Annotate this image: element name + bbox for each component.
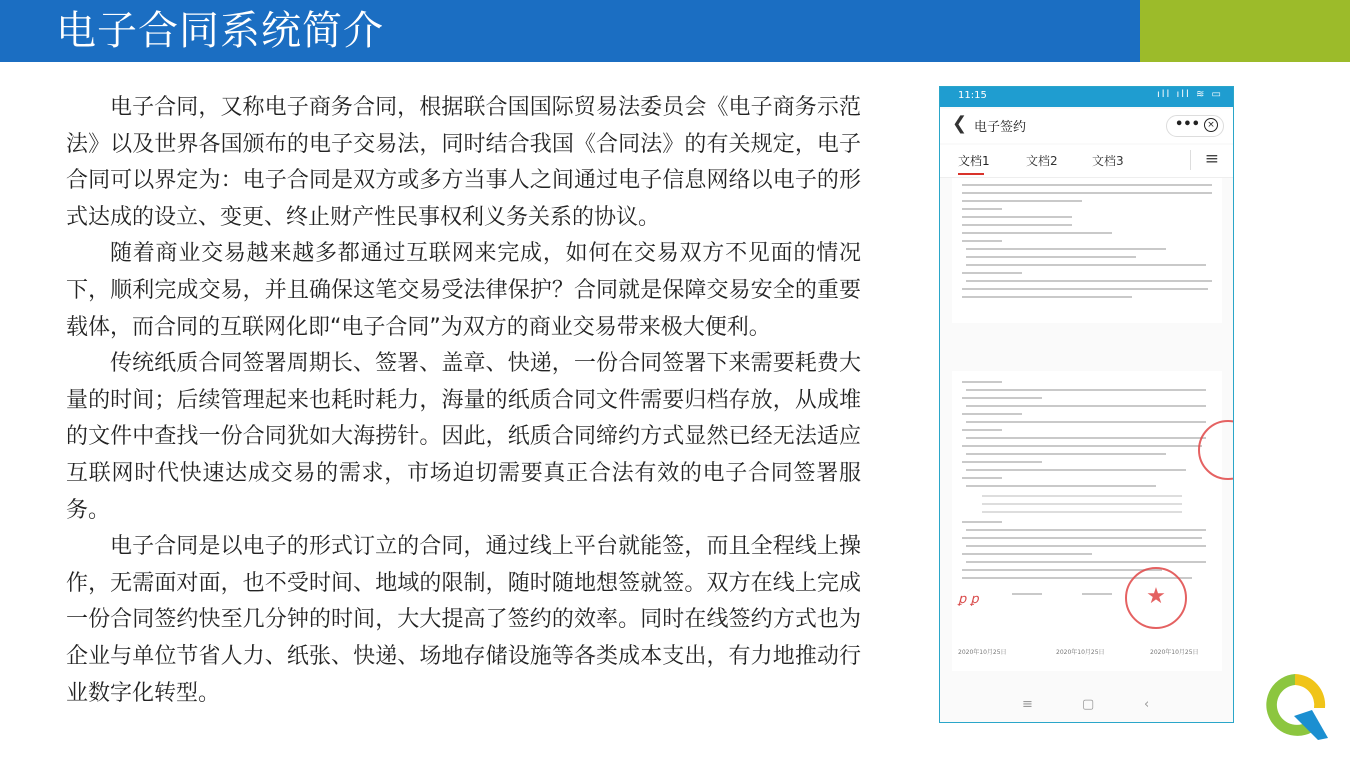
tab-document-1[interactable]: 文档1 xyxy=(958,154,990,168)
nav-title: 电子签约 xyxy=(974,120,1027,135)
active-tab-indicator xyxy=(958,173,984,175)
menu-capsule xyxy=(1166,115,1224,137)
hamburger-menu-icon[interactable]: ≡ xyxy=(1204,149,1219,169)
back-icon[interactable]: ❮ xyxy=(952,113,968,134)
paragraph-1: 电子合同，又称电子商务合同，根据联合国国际贸易法委员会《电子商务示范法》以及世界各国颁布的电子交易法，同时结合我国《合同法》的有关规定，电子合同可以界定为：电子合同是双方或多方当事人之间通过电子信息网络以电子的形式达成的设立、变更、终止财产性民事权利义务关系的协议。 xyxy=(66,95,861,230)
tab-divider xyxy=(1190,150,1191,170)
tab-document-3[interactable]: 文档3 xyxy=(1092,154,1124,168)
phone-screenshot xyxy=(939,86,1234,723)
signal-wifi-battery-icon: ıll ıll ≋ ▭ xyxy=(1156,89,1223,100)
home-icon[interactable]: ▢ xyxy=(1082,697,1095,712)
body-text xyxy=(66,90,861,712)
slide-title: 电子合同系统简介 xyxy=(56,8,384,54)
contract-page-2 xyxy=(952,371,1222,671)
close-icon[interactable]: × xyxy=(1204,118,1218,132)
paragraph-3: 传统纸质合同签署周期长、签署、盖章、快递，一份合同签署下来需要耗费大量的时间；后续管理起来也耗时耗力，海量的纸质合同文件需要归档存放，从成堆的文件中查找一份合同犹如大海捞针。因此，纸质合同缔约方式显然已经无法适应互联网时代快速达成交易的需求，市场迫切需要真正合法有效的电子合同签署服务。 xyxy=(66,351,861,523)
tab-document-2[interactable]: 文档2 xyxy=(1026,154,1058,168)
recent-apps-icon[interactable]: ≡ xyxy=(1022,697,1033,712)
document-tabs xyxy=(940,145,1233,178)
contract-page-1 xyxy=(952,178,1222,323)
company-logo xyxy=(1258,668,1332,742)
header-accent-block xyxy=(1140,0,1350,62)
android-nav-bar xyxy=(940,693,1233,723)
paragraph-2: 随着商业交易越来越多都通过互联网来完成，如何在交易双方不见面的情况下，顺利完成交易，并且确保这笔交易受法律保护？合同就是保障交易安全的重要载体，而合同的互联网化即“电子合同”为双方的商业交易带来极大便利。 xyxy=(66,241,861,340)
header-bar xyxy=(0,0,1140,62)
paragraph-4: 电子合同是以电子的形式订立的合同，通过线上平台就能签，而且全程线上操作，无需面对面，也不受时间、地域的限制，随时随地想签就签。双方在线上完成一份合同签约快至几分钟的时间，大大提高了签约的效率。同时在线签约方式也为企业与单位节省人力、纸张、快递、场地存储设施等各类成本支出，有力地推动行业数字化转型。 xyxy=(66,534,861,706)
back-nav-icon[interactable]: ‹ xyxy=(1144,697,1150,712)
signing-date-2: 2020年10月25日 xyxy=(1056,649,1105,656)
signing-date-1: 2020年10月25日 xyxy=(958,649,1007,656)
status-bar xyxy=(940,87,1233,107)
handwritten-signature: ꝑ ꝑ xyxy=(958,592,979,607)
more-icon[interactable]: ••• xyxy=(1175,117,1200,132)
nav-bar xyxy=(940,109,1233,143)
star-icon: ★ xyxy=(1146,584,1166,609)
status-time: 11:15 xyxy=(958,90,987,101)
company-seal-stamp-star xyxy=(1125,567,1187,629)
signing-date-3: 2020年10月25日 xyxy=(1150,649,1199,656)
